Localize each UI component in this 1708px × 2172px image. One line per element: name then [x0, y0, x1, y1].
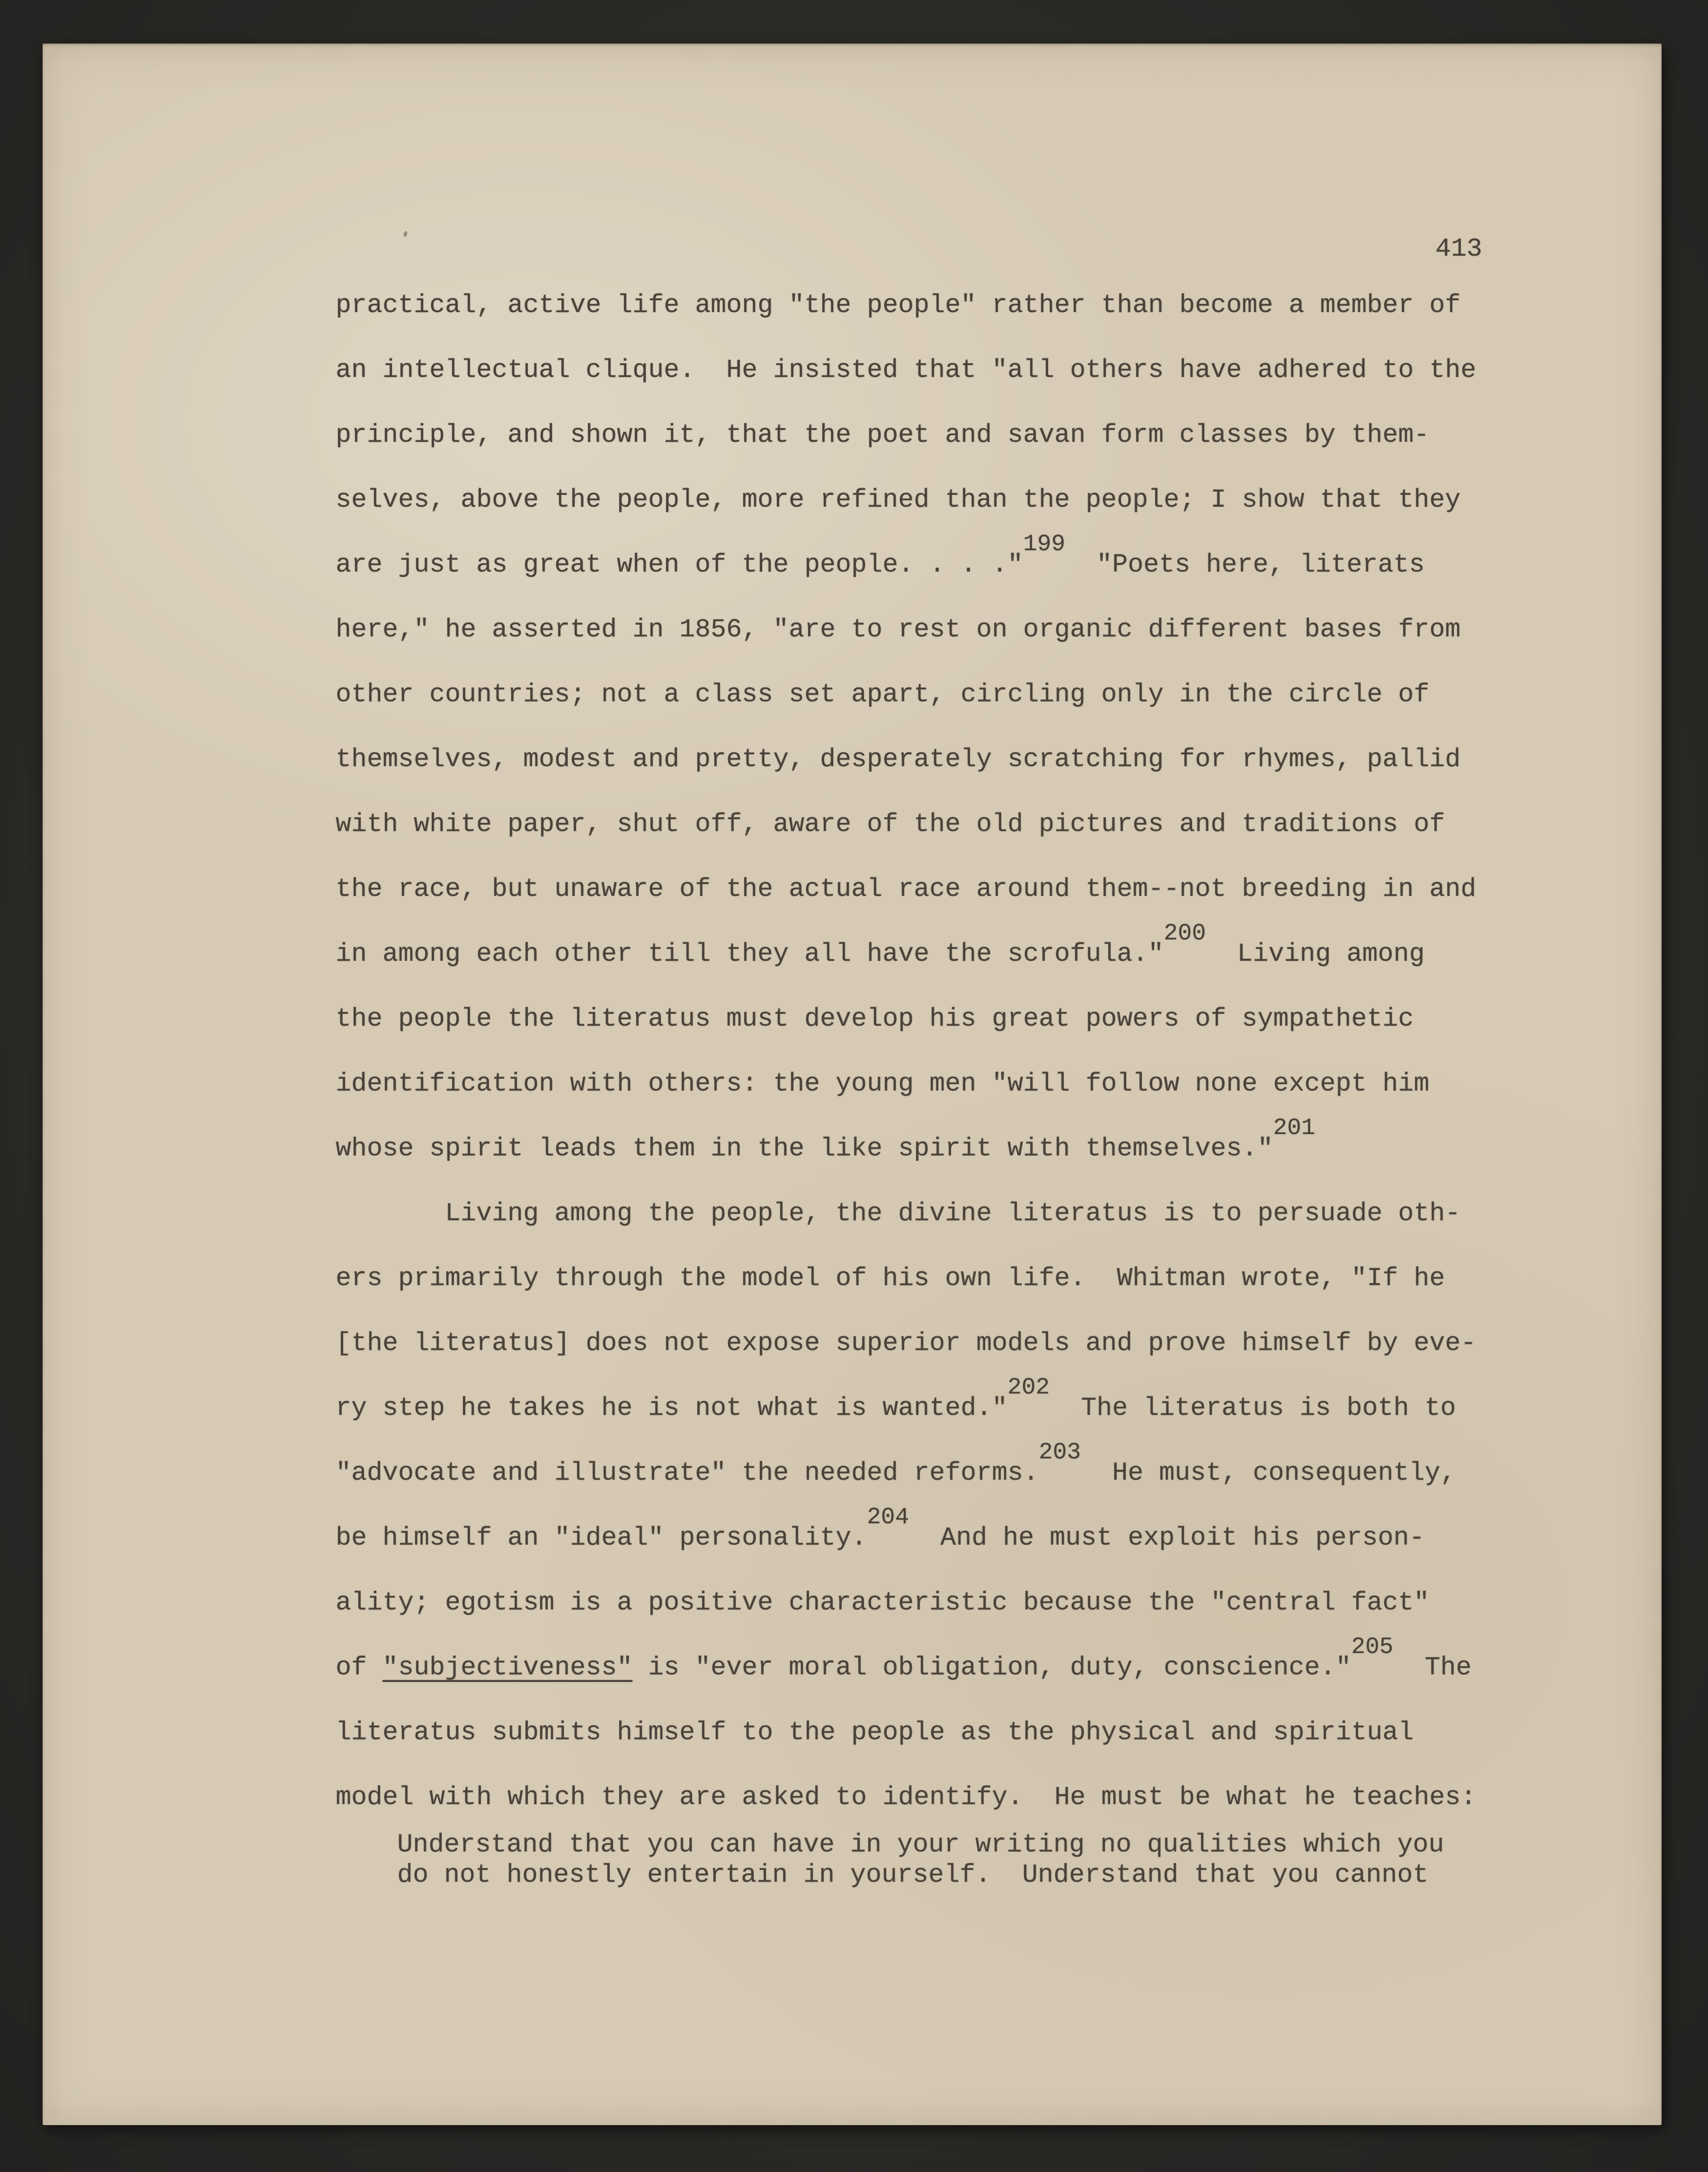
text-line [336, 1505, 1604, 1570]
text-segment: The literatus is both to [1050, 1393, 1456, 1423]
text-line [336, 1116, 1604, 1181]
footnote-reference: 199 [1023, 530, 1066, 557]
body-text [336, 273, 1604, 1890]
text-segment: is "ever moral obligation, duty, conscience." [632, 1653, 1352, 1682]
text-segment: the race, but unaware of the actual race around them--not breeding in and [336, 874, 1477, 904]
text-line [336, 1181, 1604, 1246]
text-segment: literatus submits himself to the people as the physical and spiritual [336, 1717, 1414, 1747]
text-line [336, 921, 1604, 986]
text-line [336, 1635, 1604, 1700]
text-segment: ry step he takes he is not what is wanted." [336, 1393, 1008, 1423]
text-segment: do not honestly entertain in yourself. Understand that you cannot [397, 1860, 1429, 1890]
text-line [336, 986, 1604, 1051]
text-line [336, 1246, 1604, 1311]
text-line [336, 1700, 1604, 1765]
underlined-text: "subjectiveness" [383, 1653, 633, 1682]
text-segment: ality; egotism is a positive characteristic because the "central fact" [336, 1588, 1430, 1618]
footnote-reference: 200 [1164, 920, 1206, 947]
footnote-reference: 201 [1273, 1114, 1316, 1141]
block-quote [397, 1830, 1604, 1890]
text-line [336, 273, 1604, 338]
text-line [397, 1860, 1604, 1890]
text-line [336, 1570, 1604, 1635]
text-segment: Living among [1206, 939, 1425, 969]
text-segment: practical, active life among "the people" rather than become a member of [336, 290, 1461, 320]
text-line [336, 1311, 1604, 1376]
text-segment: "Poets here, literats [1065, 550, 1425, 580]
footnote-reference: 203 [1039, 1439, 1081, 1466]
text-line [336, 338, 1604, 402]
text-segment: Understand that you can have in your writing no qualities which you [397, 1830, 1444, 1859]
text-segment: Living among the people, the divine literatus is to persuade oth- [336, 1198, 1461, 1228]
footnote-reference: 204 [867, 1503, 909, 1530]
text-segment: other countries; not a class set apart, circling only in the circle of [336, 679, 1430, 709]
text-segment: selves, above the people, more refined than the people; I show that they [336, 485, 1461, 515]
text-segment: here," he asserted in 1856, "are to rest on organic different bases from [336, 615, 1461, 644]
text-line [336, 1440, 1604, 1505]
text-segment: "advocate and illustrate" the needed reforms. [336, 1458, 1039, 1488]
text-segment: He must, consequently, [1081, 1458, 1456, 1488]
text-line [336, 662, 1604, 727]
text-line [336, 1765, 1604, 1830]
text-line [336, 792, 1604, 857]
text-line [336, 857, 1604, 921]
text-segment: identification with others: the young men "will follow none except him [336, 1069, 1430, 1099]
text-line [336, 1376, 1604, 1440]
text-segment: with white paper, shut off, aware of the old pictures and traditions of [336, 809, 1445, 839]
text-segment: an intellectual clique. He insisted that "all others have adhered to the [336, 355, 1477, 385]
text-segment: ers primarily through the model of his own life. Whitman wrote, "If he [336, 1263, 1445, 1293]
text-segment: the people the literatus must develop his great powers of sympathetic [336, 1004, 1414, 1034]
text-segment: [the literatus] does not expose superior models and prove himself by eve- [336, 1328, 1477, 1358]
text-segment: be himself an "ideal" personality. [336, 1523, 867, 1553]
text-line [336, 532, 1604, 597]
footnote-reference: 205 [1351, 1633, 1394, 1660]
text-segment: whose spirit leads them in the like spirit with themselves." [336, 1134, 1273, 1163]
text-segment: The [1393, 1653, 1472, 1682]
footnote-reference: 202 [1007, 1374, 1050, 1401]
text-segment: themselves, modest and pretty, desperately scratching for rhymes, pallid [336, 744, 1461, 774]
text-line [336, 597, 1604, 662]
text-line [336, 1051, 1604, 1116]
page-number: 413 [1435, 234, 1483, 264]
paragraph-lines [336, 273, 1604, 1830]
text-segment: are just as great when of the people. . . ." [336, 550, 1023, 580]
text-segment: model with which they are asked to identify. He must be what he teaches: [336, 1782, 1477, 1812]
document-page [43, 44, 1662, 2125]
text-line [336, 467, 1604, 532]
text-line [397, 1830, 1604, 1860]
paper-speck [403, 231, 408, 237]
text-line [336, 402, 1604, 467]
text-segment: And he must exploit his person- [909, 1523, 1425, 1553]
text-line [336, 727, 1604, 792]
text-segment: of [336, 1653, 383, 1682]
text-segment: in among each other till they all have the scrofula." [336, 939, 1164, 969]
text-segment: principle, and shown it, that the poet and savan form classes by them- [336, 420, 1430, 450]
